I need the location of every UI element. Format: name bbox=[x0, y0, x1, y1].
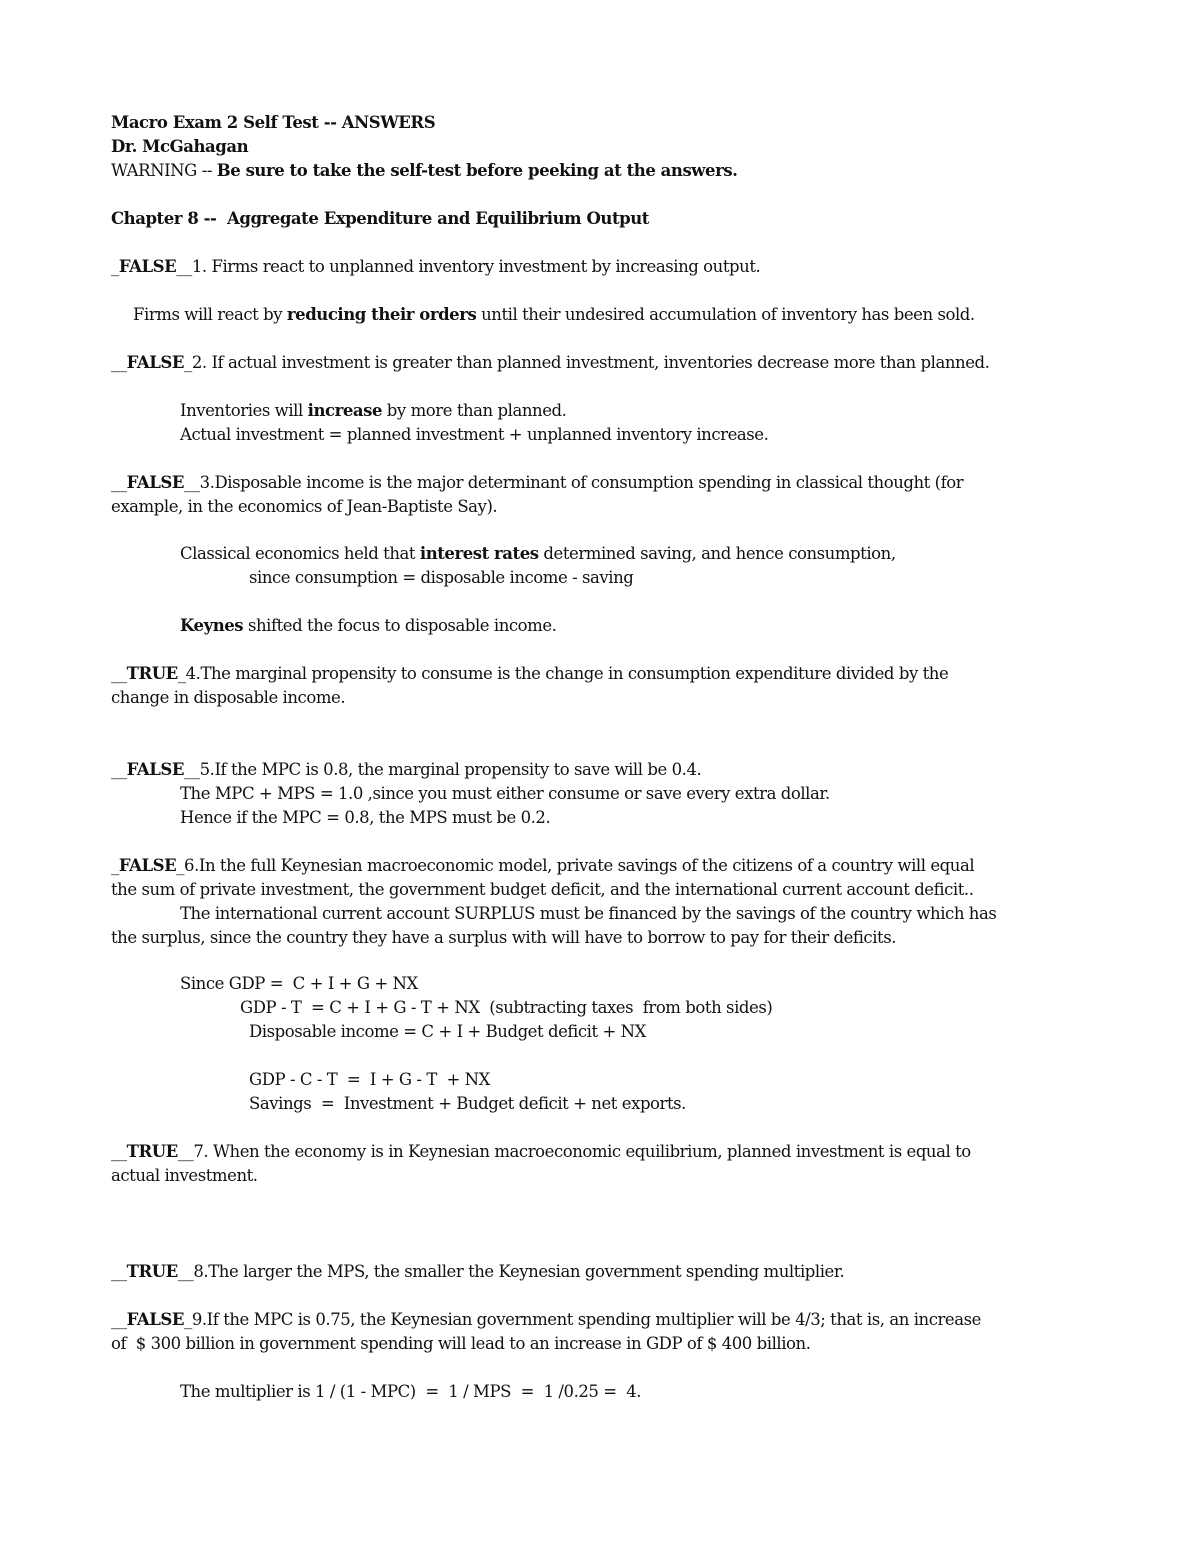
document-title: Macro Exam 2 Self Test -- ANSWERS bbox=[111, 113, 436, 132]
explanation-1: Firms will react by reducing their orders until their undesired accumulation of inventory has been sold. bbox=[133, 305, 975, 324]
answer-3: FALSE bbox=[126, 473, 185, 492]
explanation-6-line-1: The international current account SURPLUS must be financed by the savings of the country which has bbox=[180, 904, 997, 923]
equation-2: GDP - T = C + I + G - T + NX (subtracting taxes from both sides) bbox=[240, 998, 773, 1017]
answer-1: FALSE bbox=[118, 257, 177, 276]
question-4-cont: change in disposable income. bbox=[111, 688, 346, 707]
explanation-9: The multiplier is 1 / (1 - MPC) = 1 / MPS = 1 /0.25 = 4. bbox=[180, 1382, 642, 1401]
chapter-label: Chapter 8 -- bbox=[111, 209, 222, 228]
equation-5: Savings = Investment + Budget deficit + net exports. bbox=[249, 1094, 686, 1113]
answer-2: FALSE bbox=[126, 353, 185, 372]
question-3: __FALSE__3.Disposable income is the major determinant of consumption spending in classical thought (for bbox=[111, 473, 964, 492]
explanation-5-line-1: The MPC + MPS = 1.0 ,since you must either consume or save every extra dollar. bbox=[180, 784, 830, 803]
equation-1: Since GDP = C + I + G + NX bbox=[180, 974, 418, 993]
explanation-2-line-1: Inventories will increase by more than planned. bbox=[180, 401, 567, 420]
question-7-cont: actual investment. bbox=[111, 1166, 258, 1185]
explanation-3-line-2: since consumption = disposable income - saving bbox=[249, 568, 634, 587]
question-6-cont: the sum of private investment, the government budget deficit, and the international current account deficit.. bbox=[111, 880, 974, 899]
warning-label: WARNING -- bbox=[111, 161, 217, 180]
question-3-cont: example, in the economics of Jean-Baptiste Say). bbox=[111, 497, 498, 516]
explanation-2-line-2: Actual investment = planned investment + unplanned inventory increase. bbox=[180, 425, 769, 444]
explanation-3-line-3: Keynes shifted the focus to disposable income. bbox=[180, 616, 557, 635]
answer-7: TRUE bbox=[126, 1142, 178, 1161]
warning-text: Be sure to take the self-test before peeking at the answers. bbox=[216, 161, 738, 180]
answer-6: FALSE bbox=[118, 856, 177, 875]
question-5: __FALSE__5.If the MPC is 0.8, the marginal propensity to save will be 0.4. bbox=[111, 760, 702, 779]
equation-4: GDP - C - T = I + G - T + NX bbox=[249, 1070, 490, 1089]
author-line: Dr. McGahagan bbox=[111, 137, 249, 156]
question-2: __FALSE_2. If actual investment is greater than planned investment, inventories decrease more than planned. bbox=[111, 353, 990, 372]
question-9-cont: of $ 300 billion in government spending will lead to an increase in GDP of $ 400 billion. bbox=[111, 1334, 811, 1353]
equation-3: Disposable income = C + I + Budget deficit + NX bbox=[249, 1022, 646, 1041]
answer-8: TRUE bbox=[126, 1262, 178, 1281]
question-6: _FALSE_6.In the full Keynesian macroeconomic model, private savings of the citizens of a country will equal bbox=[111, 856, 975, 875]
chapter-title: Aggregate Expenditure and Equilibrium Output bbox=[221, 209, 649, 228]
answer-4: TRUE bbox=[126, 664, 178, 683]
question-1: _FALSE__1. Firms react to unplanned inventory investment by increasing output. bbox=[111, 257, 761, 276]
chapter-heading bbox=[111, 207, 649, 231]
explanation-6-line-2: the surplus, since the country they have a surplus with will have to borrow to pay for their deficits. bbox=[111, 928, 897, 947]
warning-line bbox=[111, 159, 737, 183]
question-7: __TRUE__7. When the economy is in Keynesian macroeconomic equilibrium, planned investment is equal to bbox=[111, 1142, 971, 1161]
question-8: __TRUE__8.The larger the MPS, the smaller the Keynesian government spending multiplier. bbox=[111, 1262, 845, 1281]
question-4: __TRUE_4.The marginal propensity to consume is the change in consumption expenditure divided by the bbox=[111, 664, 949, 683]
answer-9: FALSE bbox=[126, 1310, 185, 1329]
explanation-3-line-1: Classical economics held that interest rates determined saving, and hence consumption, bbox=[180, 544, 896, 563]
question-9: __FALSE_9.If the MPC is 0.75, the Keynesian government spending multiplier will be 4/3; that is, an increase bbox=[111, 1310, 981, 1329]
explanation-5-line-2: Hence if the MPC = 0.8, the MPS must be 0.2. bbox=[180, 808, 551, 827]
answer-5: FALSE bbox=[126, 760, 185, 779]
